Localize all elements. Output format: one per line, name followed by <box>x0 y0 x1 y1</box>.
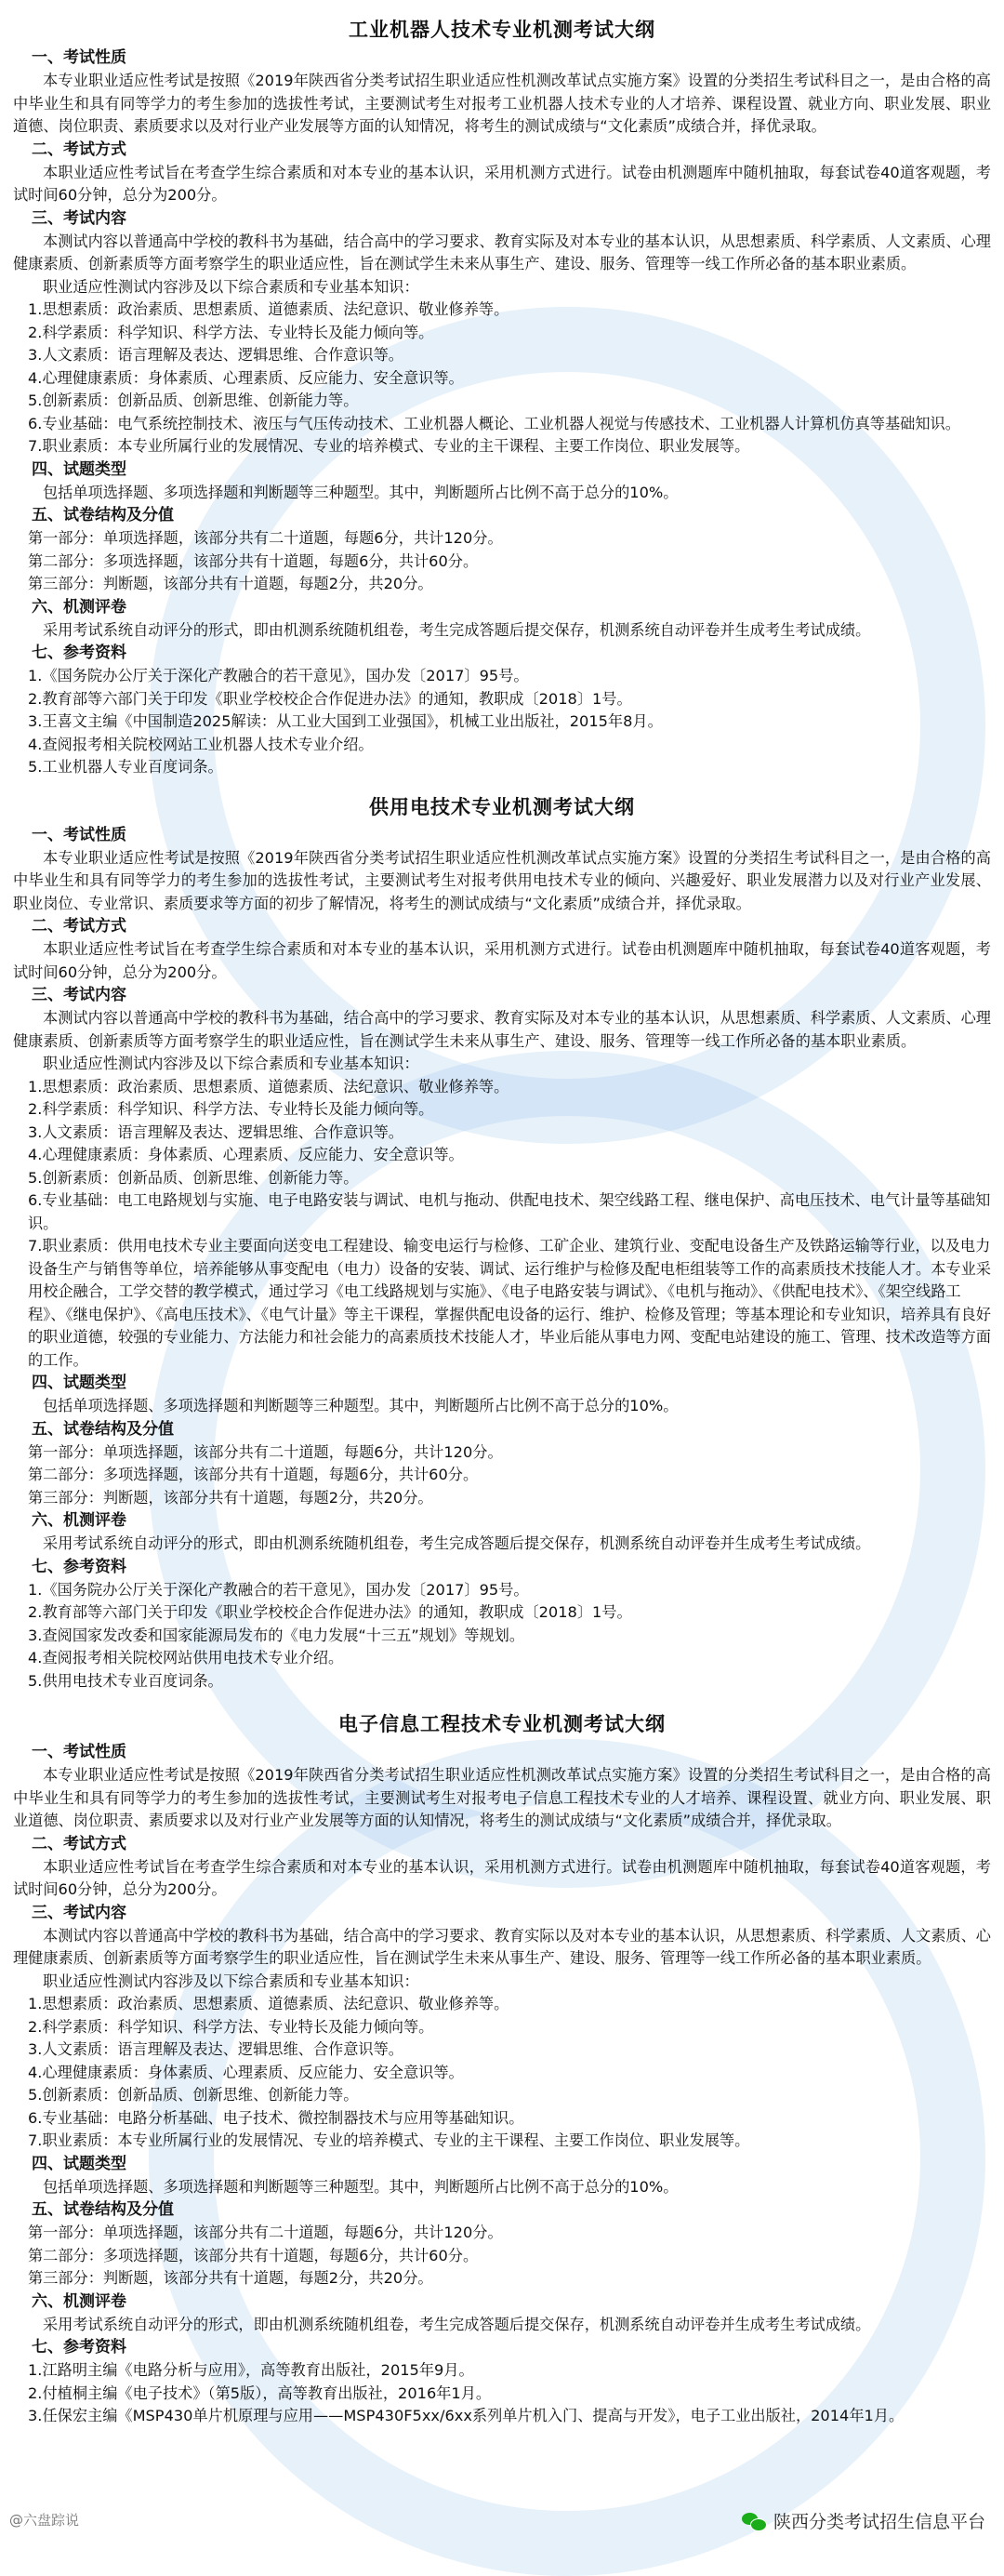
reference-item: 2.教育部等六部门关于印发《职业学校校企合作促进办法》的通知，教职成〔2018〕1号。 <box>28 689 632 708</box>
reference-item: 5.供用电技术专业百度词条。 <box>28 1671 223 1690</box>
structure-item: 第一部分：单项选择题，该部分共有二十道题，每题6分，共计120分。 <box>28 2224 503 2241</box>
list-item: 3.人文素质：语言理解及表达、逻辑思维、合作意识等。 <box>28 1122 403 1141</box>
paragraph: 包括单项选择题、多项选择题和判断题等三种题型。其中，判断题所占比例不高于总分的10%。 <box>43 1397 679 1414</box>
list-item: 2.科学素质：科学知识、科学方法、专业特长及能力倾向等。 <box>28 2017 434 2036</box>
heading-references: 七、参考资料 <box>32 1557 126 1576</box>
paragraph: 采用考试系统自动评分的形式，即由机测系统随机组卷，考生完成答题后提交保存，机测系统自动评卷并生成考生考试成绩。 <box>43 1534 871 1552</box>
reference-item: 2.付植桐主编《电子技术》（第5版），高等教育出版社，2016年1月。 <box>28 2383 492 2402</box>
list-item: 1.思想素质：政治素质、思想素质、道德素质、法纪意识、敬业修养等。 <box>28 1077 509 1095</box>
structure-item: 第二部分：多项选择题，该部分共有十道题，每题6分，共计60分。 <box>28 1466 479 1483</box>
list-item: 6.专业基础：电路分析基础、电子技术、微控制器技术与应用等基础知识。 <box>28 2108 524 2127</box>
heading-grading: 六、机测评卷 <box>32 1511 126 1530</box>
section-title: 供用电技术专业机测考试大纲 <box>369 795 635 818</box>
reference-item: 3.任保宏主编《MSP430单片机原理与应用——MSP430F5xx/6xx系列单片机入门、提高与开发》，电子工业出版社，2014年1月。 <box>28 2407 905 2424</box>
list-item: 7.职业素质：供用电技术专业主要面向送变电工程建设、输变电运行与检修、工矿企业、建筑行业、变配电设备生产及铁路运输等行业，以及电力设备生产与销售等单位，培养能够从事变配电（电力）设备的安装、调试、运行维护与检修及配电柜组装等工作的高素质技术技能人才。本专业采用校企融合，工学交替的教学模式，通过学习《电工线路规划与实施》、《电子电路安装与调试》、《电机与拖动》、《供配电技术》、《架空线路工程》、《继电保护》、《高电压技术》、《电气计量》等主干课程，掌握供配电设备的运行、维护、检修及管理；等基本理论和专业知识，培养具有良好的职业道德，较强的专业能力、方法能力和社会能力的高素质技术技能人才，毕业后能从事电力网、变配电站建设的施工、管理、技术改造等方面的工作。 <box>28 1237 991 1369</box>
heading-exam-method: 二、考试方式 <box>32 917 126 936</box>
structure-item: 第三部分：判断题，该部分共有十道题，每题2分，共20分。 <box>28 575 433 592</box>
paragraph: 本职业适应性考试旨在考查学生综合素质和对本专业的基本认识，采用机测方式进行。试卷由机测题库中随机抽取，每套试卷40道客观题，考试时间60分钟，总分为200分。 <box>13 1857 991 1898</box>
heading-exam-content: 三、考试内容 <box>32 986 126 1004</box>
heading-question-types: 四、试题类型 <box>32 1374 126 1392</box>
structure-item: 第二部分：多项选择题，该部分共有十道题，每题6分，共计60分。 <box>28 2246 479 2264</box>
heading-paper-structure: 五、试卷结构及分值 <box>32 2200 174 2219</box>
heading-exam-nature: 一、考试性质 <box>32 825 126 844</box>
structure-item: 第二部分：多项选择题，该部分共有十道题，每题6分，共计60分。 <box>28 551 479 570</box>
footer-watermark-text: @六盘踪说 <box>9 2512 80 2529</box>
reference-item: 3.王喜文主编《中国制造2025解读：从工业大国到工业强国》，机械工业出版社，2015年8月。 <box>28 712 663 730</box>
list-intro: 职业适应性测试内容涉及以下综合素质和专业基本知识： <box>43 1972 419 1990</box>
heading-exam-content: 三、考试内容 <box>32 1903 126 1922</box>
reference-item: 3.查阅国家发改委和国家能源局发布的《电力发展“十三五”规划》等规划。 <box>28 1626 525 1644</box>
structure-item: 第三部分：判断题，该部分共有十道题，每题2分，共20分。 <box>28 1488 433 1507</box>
heading-exam-method: 二、考试方式 <box>32 139 126 159</box>
structure-item: 第三部分：判断题，该部分共有十道题，每题2分，共20分。 <box>28 2269 433 2287</box>
list-item: 3.人文素质：语言理解及表达、逻辑思维、合作意识等。 <box>28 2040 403 2058</box>
paragraph: 采用考试系统自动评分的形式，即由机测系统随机组卷，考生完成答题后提交保存，机测系统自动评卷并生成考生考试成绩。 <box>43 620 871 639</box>
document-content <box>13 9 991 2428</box>
list-item: 6.专业基础：电工电路规划与实施、电子电路安装与调试、电机与拖动、供配电技术、架空线路工程、继电保护、高电压技术、电气计量等基础知识。 <box>28 1191 991 1232</box>
paragraph: 本专业职业适应性考试是按照《2019年陕西省分类考试招生职业适应性机测改革试点实施方案》设置的分类招生考试科目之一，是由合格的高中毕业生和具有同等学力的考生参加的选拔性考试，主要测试考生对报考工业机器人技术专业的人才培养、课程设置、就业方向、职业发展、职业道德、岗位职责、素质要求以及对行业产业发展等方面的认知情况，将考生的测试成绩与“文化素质”成绩合并，择优录取。 <box>13 72 991 135</box>
list-intro: 职业适应性测试内容涉及以下综合素质和专业基本知识： <box>43 277 419 296</box>
wechat-icon <box>742 2511 766 2531</box>
heading-question-types: 四、试题类型 <box>32 459 126 479</box>
heading-grading: 六、机测评卷 <box>32 2291 126 2311</box>
list-item: 2.科学素质：科学知识、科学方法、专业特长及能力倾向等。 <box>28 1100 434 1118</box>
reference-item: 1.《国务院办公厅关于深化产教融合的若干意见》，国办发〔2017〕95号。 <box>28 667 529 684</box>
paragraph: 包括单项选择题、多项选择题和判断题等三种题型。其中，判断题所占比例不高于总分的10%。 <box>43 483 679 501</box>
paragraph: 本测试内容以普通高中学校的教科书为基础，结合高中的学习要求、教育实际以及对本专业的基本认识，从思想素质、科学素质、人文素质、心理健康素质、创新素质等方面考察学生的职业适应性，旨在测试学生未来从事生产、建设、服务、管理等一线工作所必备的基本职业素质。 <box>13 1926 991 1967</box>
list-intro: 职业适应性测试内容涉及以下综合素质和专业基本知识： <box>43 1055 419 1072</box>
reference-item: 2.教育部等六部门关于印发《职业学校校企合作促进办法》的通知，教职成〔2018〕1号。 <box>28 1603 632 1621</box>
list-item: 5.创新素质：创新品质、创新思维、创新能力等。 <box>28 1168 359 1187</box>
list-item: 7.职业素质：本专业所属行业的发展情况、专业的培养模式、专业的主干课程、主要工作岗位、职业发展等。 <box>28 2131 750 2149</box>
paragraph: 本测试内容以普通高中学校的教科书为基础，结合高中的学习要求、教育实际及对本专业的基本认识，从思想素质、科学素质、人文素质、心理健康素质、创新素质等方面考察学生的职业适应性，旨在测试学生未来从事生产、建设、服务、管理等一线工作所必备的基本职业素质。 <box>13 1009 991 1050</box>
list-item: 4.心理健康素质：身体素质、心理素质、反应能力、安全意识等。 <box>28 368 464 387</box>
heading-paper-structure: 五、试卷结构及分值 <box>32 506 174 524</box>
heading-exam-content: 三、考试内容 <box>32 208 126 228</box>
heading-references: 七、参考资料 <box>32 644 126 662</box>
section-title: 电子信息工程技术专业机测考试大纲 <box>338 1713 666 1735</box>
list-item: 3.人文素质：语言理解及表达、逻辑思维、合作意识等。 <box>28 346 403 364</box>
paragraph: 本专业职业适应性考试是按照《2019年陕西省分类考试招生职业适应性机测改革试点实施方案》设置的分类招生考试科目之一，是由合格的高中毕业生和具有同等学力的考生参加的选拔性考试，主要测试考生对报考电子信息工程技术专业的人才培养、课程设置、就业方向、职业发展、职业道德、岗位职责、素质要求以及对行业产业发展等方面的认知情况，将考生的测试成绩与“文化素质”成绩合并，择优录取。 <box>13 1766 991 1829</box>
paragraph: 包括单项选择题、多项选择题和判断题等三种题型。其中，判断题所占比例不高于总分的10%。 <box>43 2177 679 2196</box>
paragraph: 本测试内容以普通高中学校的教科书为基础，结合高中的学习要求、教育实际及对本专业的基本认识，从思想素质、科学素质、人文素质、心理健康素质、创新素质等方面考察学生的职业适应性，旨在测试学生未来从事生产、建设、服务、管理等一线工作所必备的基本职业素质。 <box>13 232 991 272</box>
list-item: 7.职业素质：本专业所属行业的发展情况、专业的培养模式、专业的主干课程、主要工作岗位、职业发展等。 <box>28 437 750 455</box>
list-item: 4.心理健康素质：身体素质、心理素质、反应能力、安全意识等。 <box>28 1146 464 1163</box>
paragraph: 本职业适应性考试旨在考查学生综合素质和对本专业的基本认识，采用机测方式进行。试卷由机测题库中随机抽取，每套试卷40道客观题，考试时间60分钟，总分为200分。 <box>13 940 991 981</box>
paragraph: 本职业适应性考试旨在考查学生综合素质和对本专业的基本认识，采用机测方式进行。试卷由机测题库中随机抽取，每套试卷40道客观题，考试时间60分钟，总分为200分。 <box>13 163 991 204</box>
reference-item: 1.《国务院办公厅关于深化产教融合的若干意见》，国办发〔2017〕95号。 <box>28 1580 529 1599</box>
heading-exam-nature: 一、考试性质 <box>32 48 126 67</box>
heading-grading: 六、机测评卷 <box>32 597 126 617</box>
footer-brand-label: 陕西分类考试招生信息平台 <box>773 2512 985 2532</box>
reference-item: 1.江路明主编《电路分析与应用》，高等教育出版社，2015年9月。 <box>28 2361 474 2379</box>
heading-exam-nature: 一、考试性质 <box>32 1743 126 1761</box>
paragraph: 本专业职业适应性考试是按照《2019年陕西省分类考试招生职业适应性机测改革试点实施方案》设置的分类招生考试科目之一，是由合格的高中毕业生和具有同等学力的考生参加的选拔性考试，主要测试考生对报考供用电技术专业的倾向、兴趣爱好、职业发展潜力以及对行业产业发展、职业岗位、专业常识、素质要求等方面的初步了解情况，将考生的测试成绩与“文化素质”成绩合并，择优录取。 <box>13 848 991 912</box>
footer-brand[interactable] <box>742 2508 985 2533</box>
list-item: 4.心理健康素质：身体素质、心理素质、反应能力、安全意识等。 <box>28 2063 464 2081</box>
list-item: 6.专业基础：电气系统控制技术、液压与气压传动技术、工业机器人概论、工业机器人视觉与传感技术、工业机器人计算机仿真等基础知识。 <box>28 414 960 432</box>
structure-item: 第一部分：单项选择题，该部分共有二十道题，每题6分，共计120分。 <box>28 1442 503 1461</box>
list-item: 1.思想素质：政治素质、思想素质、道德素质、法纪意识、敬业修养等。 <box>28 1995 509 2012</box>
reference-item: 4.查阅报考相关院校网站工业机器人技术专业介绍。 <box>28 735 374 753</box>
paragraph: 采用考试系统自动评分的形式，即由机测系统随机组卷，考生完成答题后提交保存，机测系统自动评卷并生成考生考试成绩。 <box>43 2315 871 2333</box>
list-item: 1.思想素质：政治素质、思想素质、道德素质、法纪意识、敬业修养等。 <box>28 300 509 318</box>
list-item: 5.创新素质：创新品质、创新思维、创新能力等。 <box>28 392 359 409</box>
heading-references: 七、参考资料 <box>32 2338 126 2357</box>
reference-item: 5.工业机器人专业百度词条。 <box>28 758 223 776</box>
structure-item: 第一部分：单项选择题，该部分共有二十道题，每题6分，共计120分。 <box>28 529 503 547</box>
reference-item: 4.查阅报考相关院校网站供用电技术专业介绍。 <box>28 1649 344 1666</box>
heading-question-types: 四、试题类型 <box>32 2154 126 2173</box>
list-item: 2.科学素质：科学知识、科学方法、专业特长及能力倾向等。 <box>28 323 434 341</box>
list-item: 5.创新素质：创新品质、创新思维、创新能力等。 <box>28 2086 359 2104</box>
section-title: 工业机器人技术专业机测考试大纲 <box>349 19 655 41</box>
heading-exam-method: 二、考试方式 <box>32 1834 126 1853</box>
heading-paper-structure: 五、试卷结构及分值 <box>32 1419 174 1439</box>
